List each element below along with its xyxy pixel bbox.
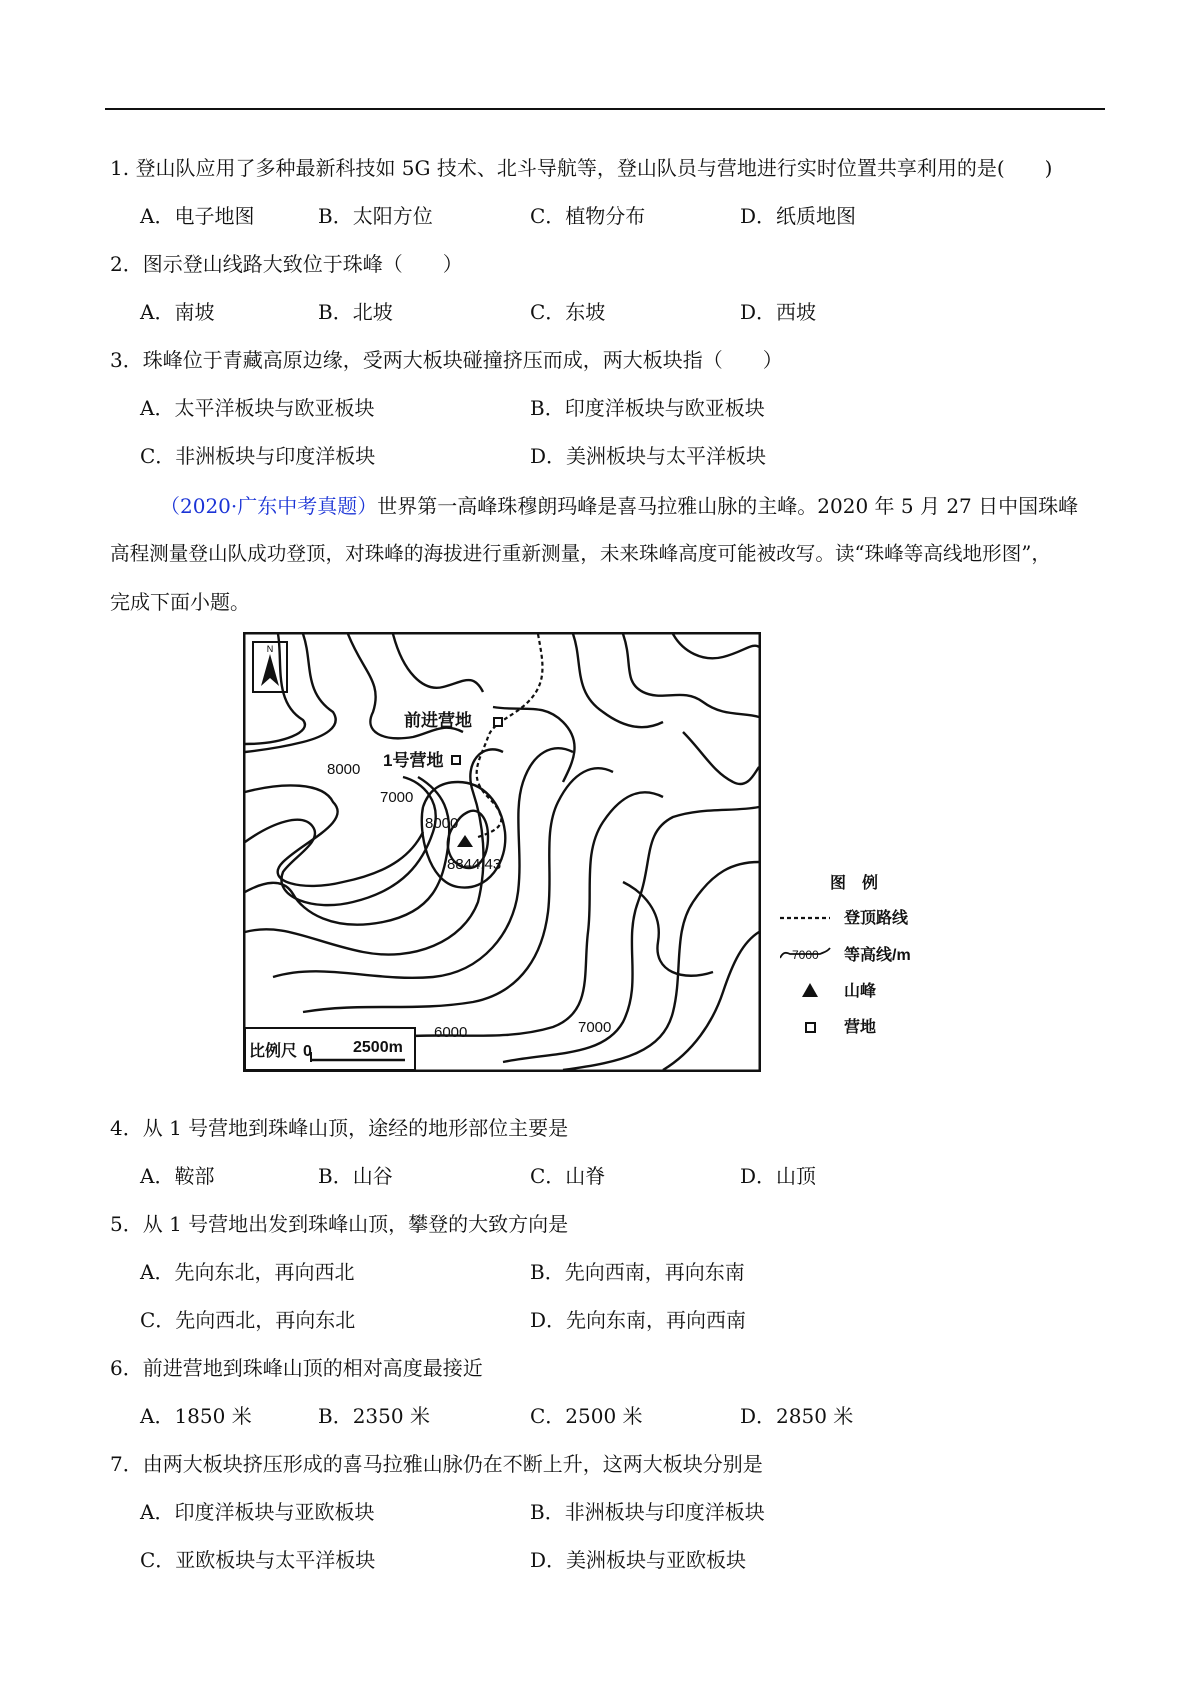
legend-camp-label: 营地 <box>844 1019 877 1036</box>
passage-source: （2020·广东中考真题） <box>160 494 378 518</box>
header-rule <box>105 108 1105 110</box>
q1-option-a[interactable]: A．电子地图 <box>140 204 255 228</box>
q2-option-c[interactable]: C．东坡 <box>530 300 606 324</box>
map-legend <box>780 868 980 1058</box>
legend-route-label: 登顶路线 <box>844 910 909 927</box>
question-1-stem: 1. 登山队应用了多种最新科技如 5G 技术、北斗导航等，登山队员与营地进行实时位置共享利用的是( ) <box>110 156 1053 180</box>
scale-label: 比例尺 <box>249 1043 298 1060</box>
q4-option-a[interactable]: A．鞍部 <box>140 1164 215 1188</box>
passage-line-3: 完成下面小题。 <box>110 590 250 614</box>
advance-camp-icon <box>494 718 502 726</box>
q4-option-d[interactable]: D．山顶 <box>740 1164 817 1188</box>
passage-line-1 <box>160 492 1078 520</box>
contour-label-7000-lower: 7000 <box>578 1019 612 1036</box>
question-3-stem: 3．珠峰位于青藏高原边缘，受两大板块碰撞挤压而成，两大板块指（ ） <box>110 348 783 372</box>
map-frame <box>244 633 760 1071</box>
q3-option-d[interactable]: D．美洲板块与太平洋板块 <box>530 444 767 468</box>
contour-label-6000: 6000 <box>434 1024 468 1041</box>
q1-option-c[interactable]: C．植物分布 <box>530 204 646 228</box>
question-7-stem: 7．由两大板块挤压形成的喜马拉雅山脉仍在不断上升，这两大板块分别是 <box>110 1452 763 1476</box>
legend-peak-icon <box>802 983 818 997</box>
q6-option-b[interactable]: B．2350 米 <box>318 1404 430 1428</box>
question-5-stem: 5．从 1 号营地出发到珠峰山顶，攀登的大致方向是 <box>110 1212 569 1236</box>
q2-option-a[interactable]: A．南坡 <box>140 300 215 324</box>
q1-option-b[interactable]: B．太阳方位 <box>318 204 433 228</box>
q7-option-c[interactable]: C．亚欧板块与太平洋板块 <box>140 1548 376 1572</box>
q5-option-c[interactable]: C．先向西北，再向东北 <box>140 1308 356 1332</box>
q6-option-a[interactable]: A．1850 米 <box>140 1404 252 1428</box>
q3-option-a[interactable]: A．太平洋板块与欧亚板块 <box>140 396 375 420</box>
legend-camp-icon <box>806 1023 815 1032</box>
camp-1-icon <box>452 756 460 764</box>
question-2-stem: 2．图示登山线路大致位于珠峰（ ） <box>110 252 463 276</box>
legend-title: 图 例 <box>830 875 879 892</box>
q1-option-d[interactable]: D．纸质地图 <box>740 204 857 228</box>
q2-option-d[interactable]: D．西坡 <box>740 300 817 324</box>
q7-option-a[interactable]: A．印度洋板块与亚欧板块 <box>140 1500 375 1524</box>
scale-value: 2500m <box>353 1039 403 1056</box>
q5-option-d[interactable]: D．先向东南，再向西南 <box>530 1308 747 1332</box>
legend-contour-label: 等高线/m <box>844 947 911 964</box>
q7-option-d[interactable]: D．美洲板块与亚欧板块 <box>530 1548 747 1572</box>
q7-option-b[interactable]: B．非洲板块与印度洋板块 <box>530 1500 765 1524</box>
legend-peak-label: 山峰 <box>844 983 877 1000</box>
scale-zero: 0 <box>303 1043 312 1060</box>
q5-option-b[interactable]: B．先向西南，再向东南 <box>530 1260 745 1284</box>
contour-label-8000-left: 8000 <box>327 761 361 778</box>
contour-label-7000-upper: 7000 <box>380 789 414 806</box>
q2-option-b[interactable]: B．北坡 <box>318 300 393 324</box>
passage-text-1: 世界第一高峰珠穆朗玛峰是喜马拉雅山脉的主峰。2020 年 5 月 27 日中国珠峰 <box>377 494 1079 518</box>
q5-option-a[interactable]: A．先向东北，再向西北 <box>140 1260 355 1284</box>
advance-camp-label: 前进营地 <box>404 711 472 730</box>
peak-elevation-label: 8844.43 <box>447 856 502 873</box>
q3-option-b[interactable]: B．印度洋板块与欧亚板块 <box>530 396 765 420</box>
q6-option-d[interactable]: D．2850 米 <box>740 1404 854 1428</box>
q6-option-c[interactable]: C．2500 米 <box>530 1404 643 1428</box>
contour-label-8000-peak: 8000 <box>425 815 459 832</box>
legend-contour-sample: 7000 <box>792 948 819 962</box>
question-6-stem: 6．前进营地到珠峰山顶的相对高度最接近 <box>110 1356 483 1380</box>
question-4-stem: 4．从 1 号营地到珠峰山顶，途经的地形部位主要是 <box>110 1116 569 1140</box>
contour-map <box>243 632 761 1072</box>
q4-option-b[interactable]: B．山谷 <box>318 1164 393 1188</box>
q3-option-c[interactable]: C．非洲板块与印度洋板块 <box>140 444 376 468</box>
passage-line-2: 高程测量登山队成功登顶，对珠峰的海拔进行重新测量，未来珠峰高度可能被改写。读“珠峰等高线地形图”， <box>110 542 1051 565</box>
camp-1-label: 1号营地 <box>383 751 444 770</box>
north-label: N <box>266 644 274 654</box>
q4-option-c[interactable]: C．山脊 <box>530 1164 606 1188</box>
